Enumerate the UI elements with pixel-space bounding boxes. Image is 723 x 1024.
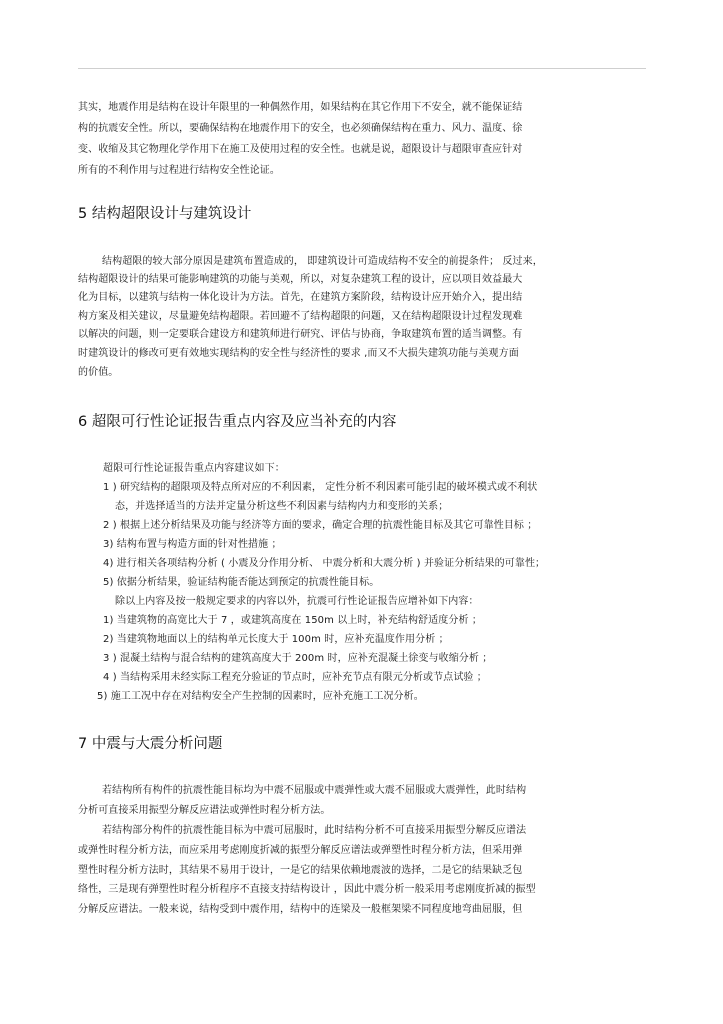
section-7-line-5: 塑性时程分析方法时，其结果不易用于设计，一是它的结果依赖地震波的选择，二是它的结果缺乏包 bbox=[78, 865, 523, 876]
section-5-line-5: 以解决的问题，则一定要联合建设方和建筑师进行研究、评估与协商，争取建筑布置的适当调整。有 bbox=[78, 329, 523, 340]
header-rule bbox=[78, 68, 646, 69]
section-7-line-3: 若结构部分构件的抗震性能目标为中震可屈服时，此时结构分析不可直接采用振型分解反应谱法 bbox=[102, 825, 527, 836]
section-6-line-7: 5) 依据分析结果，验证结构能否能达到预定的抗震性能目标。 bbox=[103, 577, 380, 588]
section-5-line-6: 时建筑设计的修改可更有效地实现结构的安全性与经济性的要求 ,而又不大损失建筑功能与美观方面 bbox=[78, 348, 519, 359]
section-6-line-12: 4 ) 当结构采用未经实际工程充分验证的节点时，应补充节点有限元分析或节点试验 ； bbox=[103, 672, 487, 683]
intro-line-2: 构的抗震安全性。所以，要确保结构在地震作用下的安全，也必须确保结构在重力、风力、温度、徐 bbox=[78, 123, 523, 134]
intro-line-4: 所有的不利作用与过程进行结构安全性论证。 bbox=[78, 165, 280, 176]
intro-line-1: 其实，地震作用是结构在设计年限里的一种偶然作用，如果结构在其它作用下不安全，就不能保证结 bbox=[78, 102, 523, 113]
section-7-line-4: 或弹性时程分析方法，而应采用考虑刚度折减的振型分解反应谱法或弹塑性时程分析方法，但采用弹 bbox=[78, 845, 523, 856]
section-6-line-8: 除以上内容及按一般规定要求的内容以外，抗震可行性论证报告应增补如下内容： bbox=[115, 596, 479, 607]
section-6-line-11: 3 ) 混凝土结构与混合结构的建筑高度大于 200m 时，应补充混凝土徐变与收缩分析 ； bbox=[103, 653, 493, 664]
section-6-line-2: 1 ) 研究结构的超限项及特点所对应的不利因素， 定性分析不利因素可能引起的破坏模式或不利状 bbox=[103, 482, 538, 493]
intro-line-3: 变、收缩及其它物理化学作用下在施工及使用过程的安全性。也就是说，超限设计与超限审查应针对 bbox=[78, 144, 523, 155]
section-6-line-1: 超限可行性论证报告重点内容建议如下： bbox=[103, 463, 285, 474]
section-7-line-6: 络性，三是现有弹塑性时程分析程序不直接支持结构设计 ，因此中震分析一般采用考虑刚度折减的振型 bbox=[78, 884, 536, 895]
section-5-line-4: 构方案及相关建议，尽量避免结构超限。若回避不了结构超限的问题，又在结构超限设计过程发现难 bbox=[78, 311, 523, 322]
section-6-line-3: 态，并选择适当的方法并定量分析这些不利因素与结构内力和变形的关系； bbox=[115, 501, 449, 512]
section-6-line-4: 2 ) 根据上述分析结果及功能与经济等方面的要求，确定合理的抗震性能目标及其它可靠性目标 ； bbox=[103, 520, 538, 531]
section-7-heading: 7 中震与大震分析问题 bbox=[78, 736, 223, 752]
section-7-line-1: 若结构所有构件的抗震性能目标均为中震不屈服或中震弹性或大震不屈服或大震弹性，此时结构 bbox=[102, 785, 527, 796]
section-7-line-2: 分析可直接采用振型分解反应谱法或弹性时程分析方法。 bbox=[78, 805, 331, 816]
section-5-line-1: 结构超限的较大部分原因是建筑布置造成的， 即建筑设计可造成结构不安全的前提条件； 反过来， bbox=[102, 256, 543, 267]
section-5-line-7: 的价值。 bbox=[78, 367, 119, 378]
section-6-line-5: 3) 结构布置与构造方面的针对性措施 ； bbox=[103, 539, 282, 550]
section-5-line-3: 化为目标，以建筑与结构一体化设计为方法。首先，在建筑方案阶段，结构设计应开始介入，提出结 bbox=[78, 292, 523, 303]
section-6-heading: 6 超限可行性论证报告重点内容及应当补充的内容 bbox=[78, 414, 397, 430]
section-6-line-6: 4) 进行相关各项结构分析 ( 小震及分作用分析、 中震分析和大震分析 ) 并验证分析结果的可靠性； bbox=[103, 558, 546, 569]
section-5-heading: 5 结构超限设计与建筑设计 bbox=[78, 206, 252, 222]
section-6-line-10: 2) 当建筑物地面以上的结构单元长度大于 100m 时，应补充温度作用分析 ； bbox=[103, 634, 449, 645]
section-6-line-9: 1) 当建筑物的高宽比大于 7 ，或建筑高度在 150m 以上时，补充结构舒适度分析 ； bbox=[103, 615, 482, 626]
section-5-line-2: 结构超限设计的结果可能影响建筑的功能与美观，所以，对复杂建筑工程的设计，应以项目效益最大 bbox=[78, 274, 523, 285]
section-7-line-7: 分解反应谱法。一般来说，结构受到中震作用，结构中的连梁及一般框架梁不同程度地弯曲屈服，但 bbox=[78, 904, 523, 915]
section-6-line-13: 5) 施工工况中存在对结构安全产生控制的因素时，应补充施工工况分析。 bbox=[97, 691, 424, 702]
